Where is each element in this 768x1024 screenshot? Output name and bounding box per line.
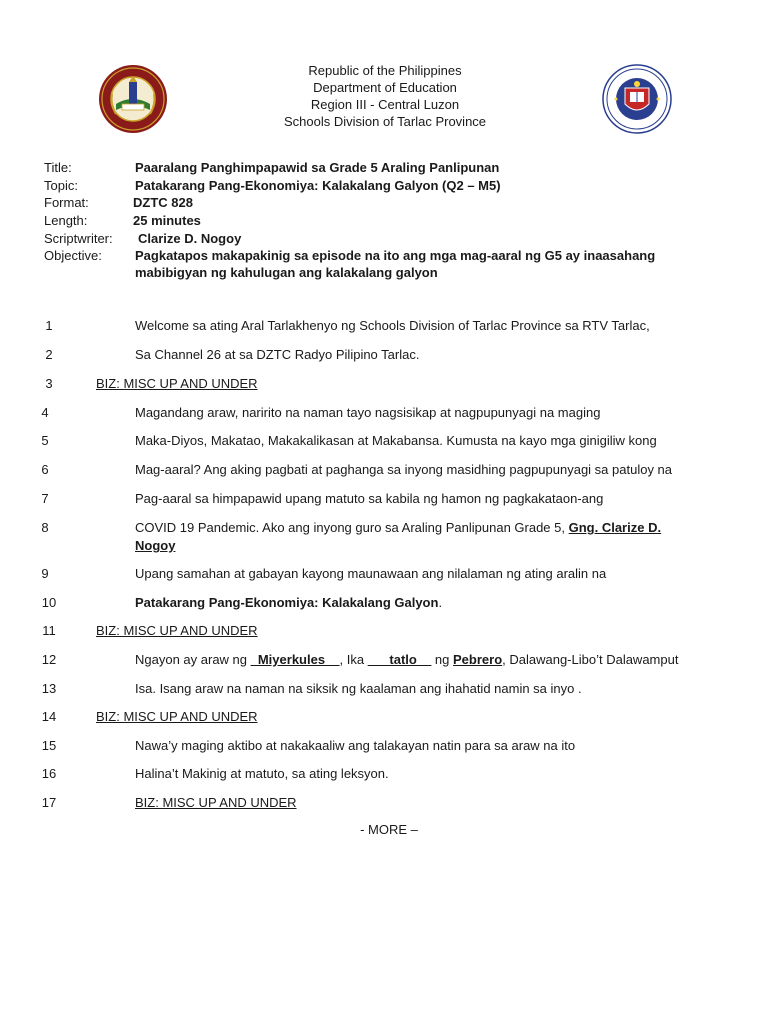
line-text (135, 651, 678, 668)
line-number: 3 (45, 376, 53, 391)
line-text: Maka-Diyos, Makatao, Makakalikasan at Makabansa. Kumusta na kayo mga ginigiliw kong (135, 433, 657, 448)
line-text-part: ng (431, 652, 453, 667)
line-text (135, 594, 442, 611)
line-text: Isa. Isang araw na naman na siksik ng kaalaman ang ihahatid namin sa inyo . (135, 681, 582, 696)
line-number: 12 (41, 652, 57, 667)
more-indicator: - MORE – (360, 822, 418, 837)
line-number: 7 (41, 491, 49, 506)
line-text: Welcome sa ating Aral Tarlakhenyo ng Schools Division of Tarlac Province sa RTV Tarlac, (135, 318, 650, 333)
line-text: Sa Channel 26 at sa DZTC Radyo Pilipino Tarlac. (135, 347, 420, 362)
line-number: 11 (42, 623, 56, 638)
date-blank: ___tatlo__ (367, 652, 432, 667)
header-line-republic: Republic of the Philippines (308, 63, 462, 78)
meta-format-label: Format: (44, 195, 89, 210)
line-number: 8 (41, 520, 49, 535)
line-text: Nawa’y maging aktibo at nakakaaliw ang talakayan natin para sa araw na ito (135, 738, 576, 753)
line-text-part: , Dalawang-Libo’t Dalawamput (502, 652, 679, 667)
month-blank: Pebrero (453, 652, 503, 667)
line-number: 1 (45, 318, 53, 333)
line-text: Halina’t Makinig at matuto, sa ating leksyon. (135, 766, 389, 781)
day-blank: _Miyerkules__ (250, 652, 340, 667)
line-text-part: Ngayon ay araw ng (135, 652, 251, 667)
line-text: Mag-aaral? Ang aking pagbati at paghanga sa inyong masidhing pagpupunyagi sa patuloy na (135, 462, 673, 477)
biz-cue: BIZ: MISC UP AND UNDER (96, 709, 258, 724)
meta-scriptwriter-value: Clarize D. Nogoy (138, 231, 242, 246)
header-line-division: Schools Division of Tarlac Province (283, 114, 487, 129)
meta-length-label: Length: (44, 213, 88, 228)
line-number: 9 (41, 566, 49, 581)
deped-seal (602, 64, 672, 134)
meta-topic-label: Topic: (44, 178, 78, 193)
line-text: Pag-aaral sa himpapawid upang matuto sa kabila ng hamon ng pagkakataon-ang (135, 491, 604, 506)
meta-scriptwriter-label: Scriptwriter: (44, 231, 113, 246)
document-header (240, 62, 530, 130)
biz-cue: BIZ: MISC UP AND UNDER (135, 795, 297, 810)
line-number: 6 (41, 462, 49, 477)
biz-cue: BIZ: MISC UP AND UNDER (96, 376, 258, 391)
meta-objective-value: Pagkatapos makapakinig sa episode na ito ang mga mag-aaral ng G5 ay inaasahang mabibigyan ng kahulugan ang kalakalang galyon (135, 248, 656, 280)
line-text-part: , Ika (339, 652, 368, 667)
line-number: 5 (41, 433, 49, 448)
schools-division-seal (98, 64, 168, 134)
meta-title-label: Title: (44, 160, 72, 175)
line-number: 2 (45, 347, 53, 362)
teacher-name: Gng. Clarize D. (568, 520, 662, 535)
teacher-name-continued: Nogoy (135, 538, 176, 553)
line-text: Magandang araw, naririto na naman tayo nagsisikap at nagpupunyagi na maging (135, 405, 601, 420)
line-number: 4 (41, 405, 49, 420)
line-number: 15 (41, 738, 57, 753)
line-number: 14 (41, 709, 57, 724)
line-text-part: . (438, 595, 443, 610)
line-number: 10 (41, 595, 57, 610)
biz-cue: BIZ: MISC UP AND UNDER (96, 623, 258, 638)
line-number: 17 (41, 795, 57, 810)
line-text-part: COVID 19 Pandemic. Ako ang inyong guro sa Araling Panlipunan Grade 5, (135, 520, 569, 535)
meta-length-value: 25 minutes (133, 213, 201, 228)
header-line-department: Department of Education (313, 80, 457, 95)
line-text (135, 519, 661, 536)
meta-title-value: Paaralang Panghimpapawid sa Grade 5 Araling Panlipunan (135, 160, 500, 175)
line-text: Upang samahan at gabayan kayong maunawaan ang nilalaman ng ating aralin na (135, 566, 607, 581)
meta-format-value: DZTC 828 (133, 195, 193, 210)
meta-topic-value: Patakarang Pang-Ekonomiya: Kalakalang Galyon (Q2 – M5) (135, 178, 501, 193)
lesson-title: Patakarang Pang-Ekonomiya: Kalakalang Galyon (135, 595, 439, 610)
meta-objective-label: Objective: (44, 248, 102, 263)
line-number: 13 (41, 681, 57, 696)
line-number: 16 (41, 766, 57, 781)
header-line-region: Region III - Central Luzon (310, 97, 460, 112)
